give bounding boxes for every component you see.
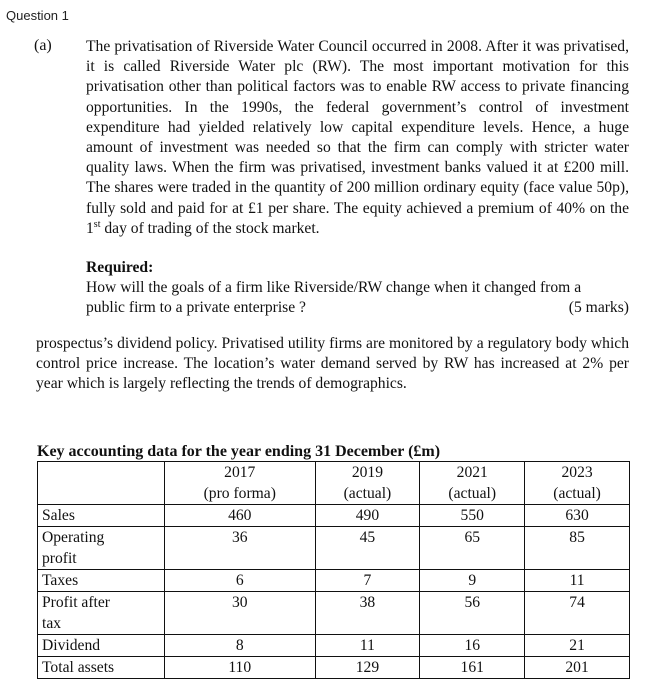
row-label bbox=[38, 527, 165, 570]
row-label: Dividend bbox=[38, 635, 165, 657]
cell-value: 65 bbox=[420, 527, 525, 570]
question-title: Question 1 bbox=[6, 8, 69, 23]
table-row bbox=[38, 570, 630, 592]
cell-value: 30 bbox=[165, 592, 316, 635]
cell-value: 38 bbox=[315, 592, 420, 635]
header-basis: (actual) bbox=[315, 483, 420, 505]
cell-value: 21 bbox=[525, 635, 630, 657]
table-header-bases bbox=[38, 483, 630, 505]
required-question-line2-row bbox=[86, 298, 629, 318]
table-title: Key accounting data for the year ending 31 December (£m) bbox=[37, 443, 441, 460]
cell-value: 9 bbox=[420, 570, 525, 592]
required-question-line2: public firm to a private enterprise ? bbox=[86, 299, 306, 316]
row-label bbox=[38, 592, 165, 635]
header-blank bbox=[38, 483, 165, 505]
cell-value: 7 bbox=[315, 570, 420, 592]
table-row bbox=[38, 657, 630, 679]
table-row bbox=[38, 527, 630, 570]
paragraph-b: prospectus’s dividend policy. Privatised utility firms are monitored by a regulatory body which control price increase. The location’s water demand served by RW has increased at 2% per year which is largely reflecting the trends of demographics. bbox=[36, 335, 629, 393]
cell-value: 85 bbox=[525, 527, 630, 570]
cell-value: 8 bbox=[165, 635, 316, 657]
required-section bbox=[86, 258, 629, 318]
header-basis: (actual) bbox=[525, 483, 630, 505]
accounting-table bbox=[37, 461, 630, 679]
cell-value: 16 bbox=[420, 635, 525, 657]
table-header-years bbox=[38, 462, 630, 484]
header-year: 2021 bbox=[420, 462, 525, 484]
header-year: 2023 bbox=[525, 462, 630, 484]
cell-value: 161 bbox=[420, 657, 525, 679]
cell-value: 6 bbox=[165, 570, 316, 592]
header-basis: (pro forma) bbox=[165, 483, 316, 505]
cell-value: 36 bbox=[165, 527, 316, 570]
row-label-line: Operating bbox=[42, 529, 105, 546]
header-year: 2019 bbox=[315, 462, 420, 484]
required-marks: (5 marks) bbox=[568, 299, 629, 316]
cell-value: 630 bbox=[525, 505, 630, 527]
cell-value: 550 bbox=[420, 505, 525, 527]
table-row bbox=[38, 592, 630, 635]
row-label: Total assets bbox=[38, 657, 165, 679]
cell-value: 11 bbox=[315, 635, 420, 657]
cell-value: 201 bbox=[525, 657, 630, 679]
header-basis: (actual) bbox=[420, 483, 525, 505]
table-row bbox=[38, 635, 630, 657]
cell-value: 460 bbox=[165, 505, 316, 527]
paragraph-a: The privatisation of Riverside Water Council occurred in 2008. After it was privatised, it is called Riverside Water plc (RW). The most important motivation for this privatisation other than political factors was to enable RW access to private financing opportunities. In the 1990s, the federal government’s control of investment expenditure had yielded relatively low capital expenditure levels. Hence, a huge amount of investment was needed so that the firm can comply with stricter water quality laws. When the firm was privatised, investment banks valued it at £200 mill. The shares were traded in the quantity of 200 million ordinary equity (face value 50p), fully sold and paid for at £1 per share. The equity achieved a premium of 40% on the 1st day of trading of the stock market. bbox=[86, 38, 629, 237]
table-row bbox=[38, 505, 630, 527]
header-year: 2017 bbox=[165, 462, 316, 484]
cell-value: 56 bbox=[420, 592, 525, 635]
cell-value: 74 bbox=[525, 592, 630, 635]
required-heading: Required: bbox=[86, 259, 154, 276]
row-label-line: tax bbox=[42, 615, 62, 632]
row-label: Taxes bbox=[38, 570, 165, 592]
cell-value: 45 bbox=[315, 527, 420, 570]
row-label-line: profit bbox=[42, 550, 77, 567]
cell-value: 129 bbox=[315, 657, 420, 679]
part-label: (a) bbox=[34, 37, 52, 54]
row-label: Sales bbox=[38, 505, 165, 527]
cell-value: 110 bbox=[165, 657, 316, 679]
cell-value: 11 bbox=[525, 570, 630, 592]
required-question-line1: How will the goals of a firm like Riverside/RW change when it changed from a bbox=[86, 279, 582, 296]
header-blank bbox=[38, 462, 165, 484]
cell-value: 490 bbox=[315, 505, 420, 527]
row-label-line: Profit after bbox=[42, 594, 110, 611]
